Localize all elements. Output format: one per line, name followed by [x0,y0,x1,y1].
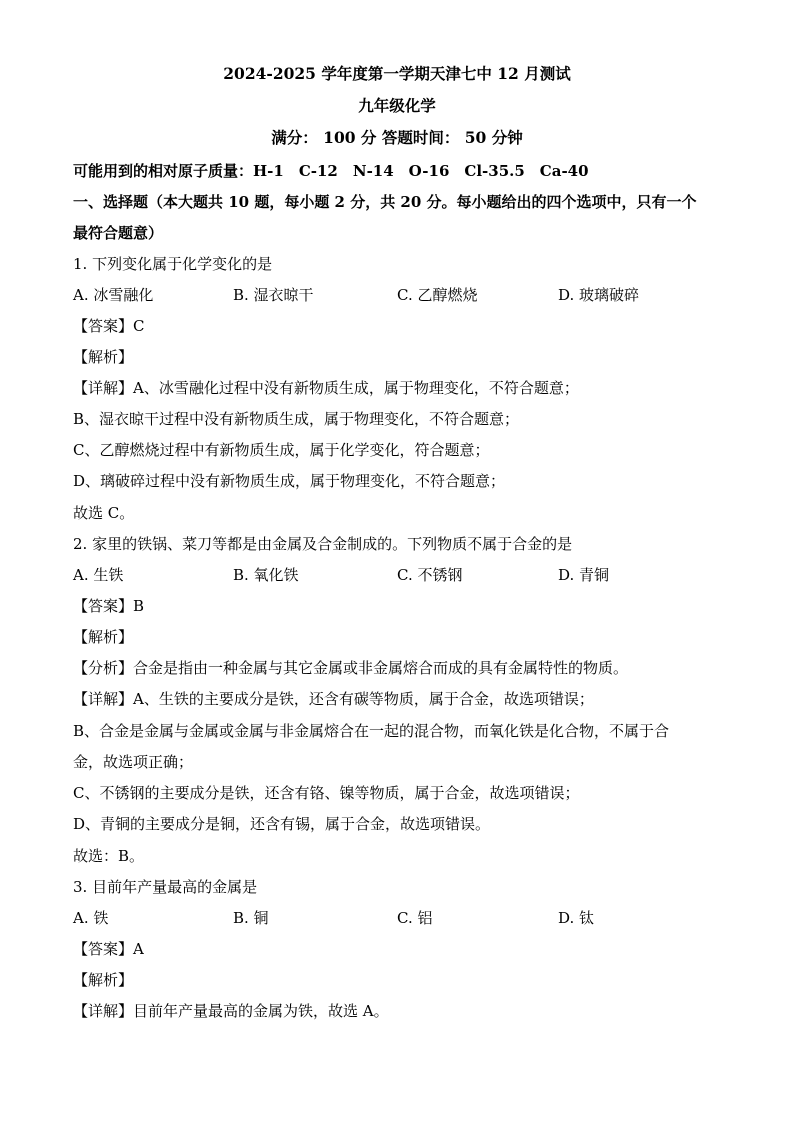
section-heading-line1: 一、选择题（本大题共 10 题，每小题 2 分，共 20 分。每小题给出的四个选项中，只有一个 [73,193,697,211]
question-2-detail-line: C、不锈钢的主要成分是铁，还含有铬、镍等物质，属于合金，故选项错误； [73,784,580,802]
question-2-detail-line: 【详解】A、生铁的主要成分是铁，还含有碳等物质，属于合金，故选项错误； [73,690,594,708]
question-1-conclusion: 故选 C。 [73,504,135,522]
question-2-analysis-label: 【解析】 [73,628,134,646]
question-1-analysis-label: 【解析】 [73,348,134,366]
question-2-option-a: A. 生铁 [73,566,124,584]
question-3-option-b: B. 铜 [233,909,269,927]
question-3-detail-line: 【详解】目前年产量最高的金属为铁，故选 A。 [73,1002,389,1020]
exam-title: 2024-2025 学年度第一学期天津七中 12 月测试 [223,64,571,83]
question-1-option-d: D. 玻璃破碎 [558,286,640,304]
question-3-answer: 【答案】A [73,940,144,958]
question-2-answer: 【答案】B [73,597,145,615]
question-2-option-d: D. 青铜 [558,566,610,584]
question-2-option-c: C. 不锈钢 [397,566,463,584]
question-3-option-d: D. 钛 [558,909,595,927]
question-1-detail-line: D、璃破碎过程中没有新物质生成，属于物理变化，不符合题意； [73,472,506,490]
atomic-masses-line: 可能用到的相对原子质量：H-1 C-12 N-14 O-16 Cl-35.5 Ca-40 [73,162,589,180]
question-2-detail-line: 金，故选项正确； [73,753,194,771]
question-3-option-a: A. 铁 [73,909,109,927]
question-3-option-c: C. 铝 [397,909,433,927]
question-1-detail-line: 【详解】A、冰雪融化过程中没有新物质生成，属于物理变化，不符合题意； [73,379,579,397]
question-1-answer: 【答案】C [73,317,145,335]
question-1-option-b: B. 湿衣晾干 [233,286,314,304]
question-1-option-a: A. 冰雪融化 [73,286,154,304]
question-3-analysis-label: 【解析】 [73,971,134,989]
question-2-stem: 2. 家里的铁锅、菜刀等都是由金属及合金制成的。下列物质不属于合金的是 [73,535,573,553]
question-3-stem: 3. 目前年产量最高的金属是 [73,878,258,896]
question-1-stem: 1. 下列变化属于化学变化的是 [73,255,273,273]
question-1-detail-line: B、湿衣晾干过程中没有新物质生成，属于物理变化，不符合题意； [73,410,520,428]
exam-subtitle: 九年级化学 [358,96,436,115]
section-heading-line2: 最符合题意） [73,224,164,242]
question-2-detail-line: B、合金是金属与金属或金属与非金属熔合在一起的混合物，而氧化铁是化合物，不属于合 [73,722,670,740]
question-2-conclusion: 故选：B。 [73,847,145,865]
question-2-analysis-line: 【分析】合金是指由一种金属与其它金属或非金属熔合而成的具有金属特性的物质。 [73,659,629,677]
question-2-detail-line: D、青铜的主要成分是铜，还含有锡，属于合金，故选项错误。 [73,815,491,833]
question-1-option-c: C. 乙醇燃烧 [397,286,478,304]
score-time-line: 满分： 100 分 答题时间： 50 分钟 [271,128,523,147]
question-1-detail-line: C、乙醇燃烧过程中有新物质生成，属于化学变化，符合题意； [73,441,490,459]
question-2-option-b: B. 氧化铁 [233,566,299,584]
